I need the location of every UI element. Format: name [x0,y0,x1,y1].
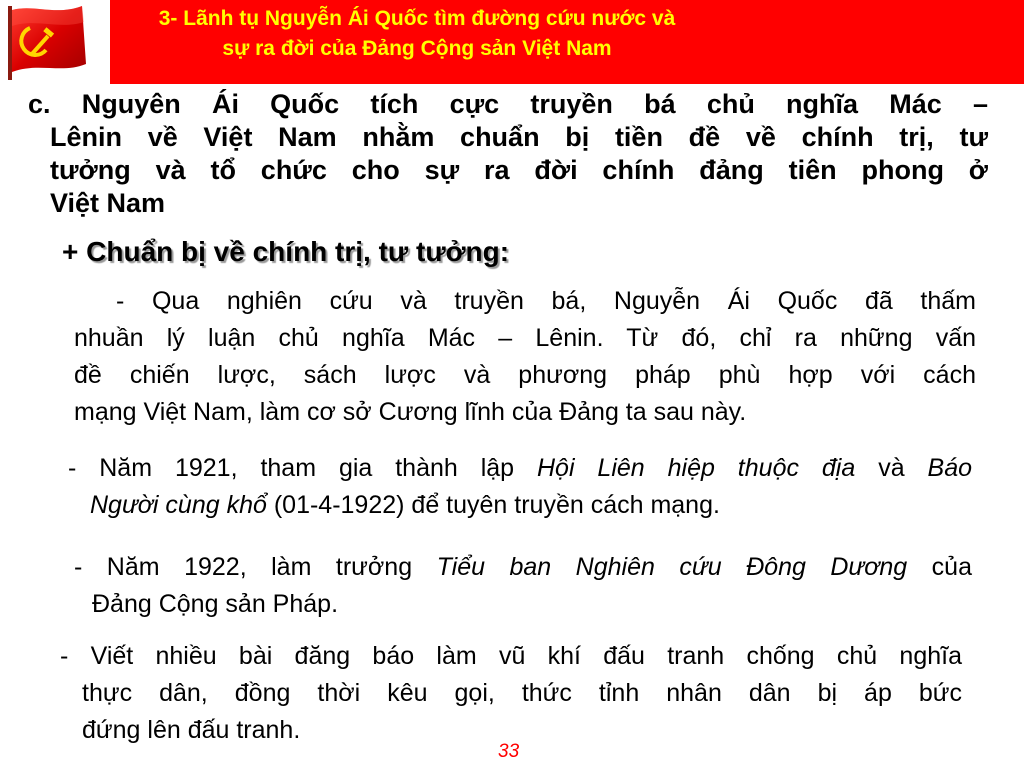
italic-committee-name: Tiểu ban Nghiên cứu Đông Dương [436,553,908,581]
italic-newspaper-name: Người cùng khổ [90,491,267,519]
section-heading-line-3: tưởng và tổ chức cho sự ra đời chính đảng tiên phong ở [50,155,988,185]
subheading-text: Chuẩn bị về chính trị, tư tưởng: [86,236,510,267]
page-number: 33 [498,741,520,762]
text-run: (01-4-1922) để tuyên truyền cách mạng. [266,491,720,519]
paragraph-line [68,487,972,524]
paragraph-line: mạng Việt Nam, làm cơ sở Cương lĩnh của Đảng ta sau này. [74,398,747,426]
subheading-prefix: + [62,236,79,267]
paragraph-line: - Qua nghiên cứu và truyền bá, Nguyễn Ái Quốc đã thấm [116,287,976,315]
text-run: và [855,454,928,482]
paragraph-line: nhuần lý luận chủ nghĩa Mác – Lênin. Từ đó, chỉ ra những vấn [74,324,976,352]
text-run: - Năm 1922, làm trưởng [74,553,437,581]
paragraph-line: - Viết nhiều bài đăng báo làm vũ khí đấu tranh chống chủ nghĩa [60,642,962,670]
italic-newspaper-name: Báo [927,454,972,482]
paragraph-line: đứng lên đấu tranh. [82,716,301,744]
paragraph-line: đề chiến lược, sách lược và phương pháp phù hợp với cách [74,361,976,389]
subheading [62,234,509,270]
italic-org-name: Hội Liên hiệp thuộc địa [537,454,856,482]
slide-title-line-1: 3- Lãnh tụ Nguyễn Ái Quốc tìm đường cứu nước và [158,7,676,30]
section-heading-line-4: Việt Nam [50,188,166,218]
paragraph-writing-articles [60,638,962,749]
paragraph-political-theory [74,283,976,431]
slide-title [110,4,724,64]
paragraph-line [68,450,972,487]
paragraph-line: Đảng Cộng sản Pháp. [92,590,339,618]
paragraph-line: thực dân, đồng thời kêu gọi, thức tỉnh nhân dân bị áp bức [82,679,962,707]
slide-title-line-2: sự ra đời của Đảng Cộng sản Việt Nam [222,37,612,60]
text-run: của [907,553,972,581]
hammer-sickle-flag-icon [4,2,104,82]
paragraph-1921 [68,450,972,524]
paragraph-1922 [74,549,972,623]
section-heading [28,88,988,220]
paragraph-line [74,549,972,586]
text-run: - Năm 1921, tham gia thành lập [68,454,537,482]
section-heading-line-2: Lênin về Việt Nam nhằm chuẩn bị tiền đề về chính trị, tư [50,122,988,152]
section-heading-line-1: c. Nguyên Ái Quốc tích cực truyền bá chủ nghĩa Mác – [28,89,988,119]
